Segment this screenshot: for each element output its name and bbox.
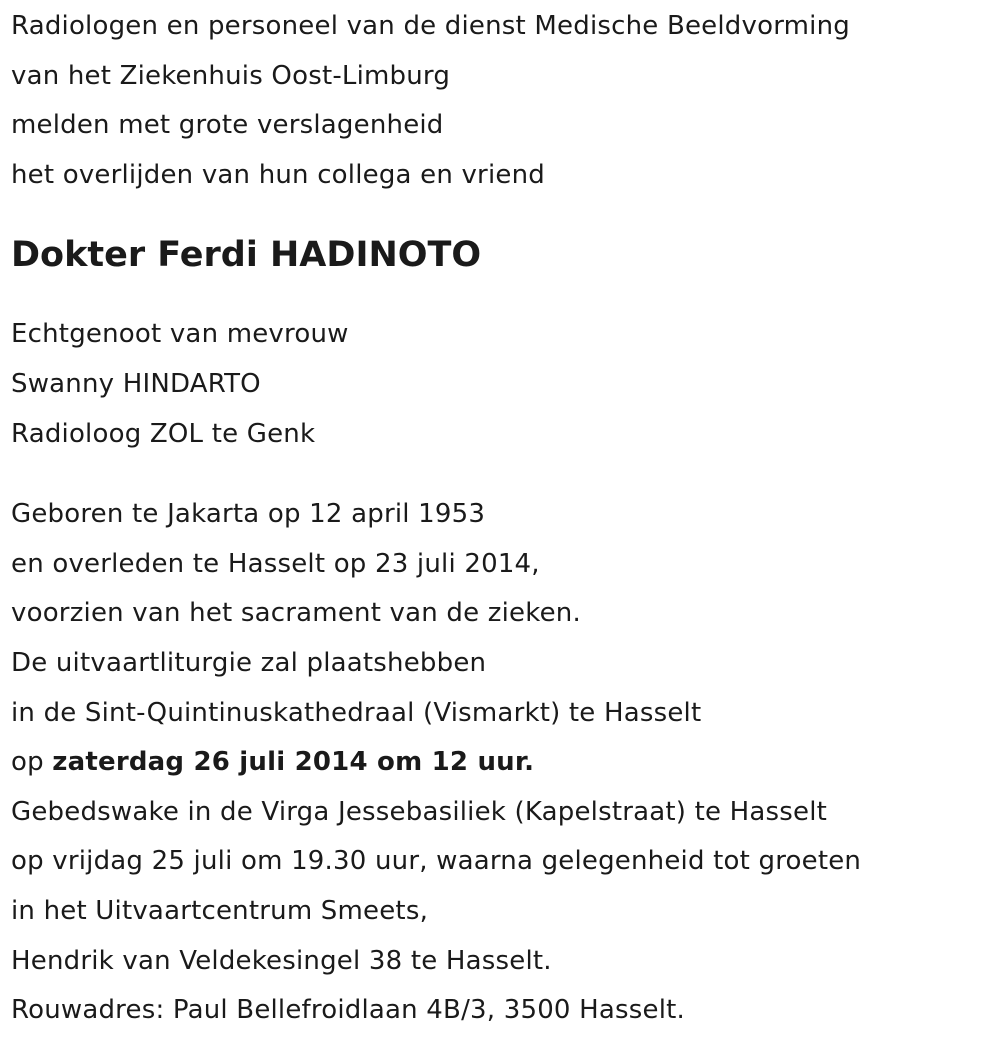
sacrament-line: voorzien van het sacrament van de zieken.: [11, 598, 581, 629]
obituary-notice: [11, 0, 991, 1036]
vigil-line: Gebedswake in de Virga Jessebasiliek (Kapelstraat) te Hasselt: [11, 796, 828, 827]
section-gap: [11, 459, 991, 490]
profession: Radioloog ZOL te Genk: [11, 418, 316, 449]
liturgy-date-prefix: op: [11, 747, 44, 778]
death-line: en overleden te Hasselt op 23 juli 2014,: [11, 548, 540, 579]
mourning-address: Rouwadres: Paul Bellefroidlaan 4B/3, 3500 Hasselt.: [11, 995, 685, 1026]
birth-line: Geboren te Jakarta op 12 april 1953: [11, 499, 486, 530]
intro-line-4: het overlijden van hun collega en vriend: [11, 159, 545, 190]
details-section: [11, 490, 991, 1036]
intro-section: [11, 2, 991, 200]
spouse-label: Echtgenoot van mevrouw: [11, 319, 349, 350]
liturgy-line: De uitvaartliturgie zal plaatshebben: [11, 647, 487, 678]
deceased-name: Dokter Ferdi HADINOTO: [11, 235, 482, 276]
liturgy-location: in de Sint-Quintinuskathedraal (Vismarkt) te Hasselt: [11, 697, 702, 728]
liturgy-date: zaterdag 26 juli 2014 om 12 uur.: [52, 747, 535, 778]
spouse-name: Swanny HINDARTO: [11, 368, 261, 399]
intro-line-1: Radiologen en personeel van de dienst Medische Beeldvorming: [11, 11, 850, 41]
intro-line-2: van het Ziekenhuis Oost-Limburg: [11, 60, 451, 91]
liturgy-date-line: [11, 738, 991, 788]
relations-section: [11, 310, 991, 459]
intro-line-3: melden met grote verslagenheid: [11, 110, 444, 141]
funeral-home-address: Hendrik van Veldekesingel 38 te Hasselt.: [11, 945, 552, 976]
funeral-home-line: in het Uitvaartcentrum Smeets,: [11, 895, 429, 926]
vigil-time-line: op vrijdag 25 juli om 19.30 uur, waarna gelegenheid tot groeten: [11, 846, 862, 877]
